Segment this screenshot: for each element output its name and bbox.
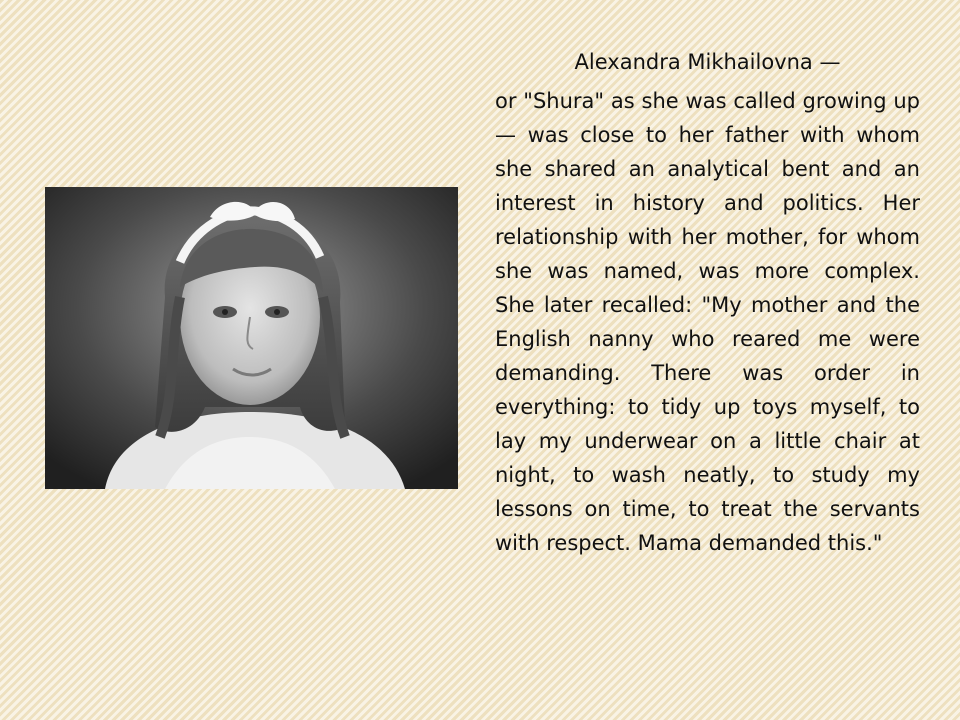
slide-title: Alexandra Mikhailovna — — [574, 50, 841, 74]
girl-portrait-image — [45, 187, 458, 489]
portrait-photo — [45, 187, 458, 489]
slide-body-text: or "Shura" as she was called growing up — was close to her father with whom she shared an analytical bent and an interest in history and politics. Her relationship with her mother, for whom she was named, was more complex. She later recalled: "My mother and the English nanny who reared me were demanding. There was order in everything: to tidy up toys myself, to lay my underwear on a little chair at night, to wash neatly, to study my lessons on time, to treat the servants with respect. Mama demanded this." — [495, 89, 920, 555]
